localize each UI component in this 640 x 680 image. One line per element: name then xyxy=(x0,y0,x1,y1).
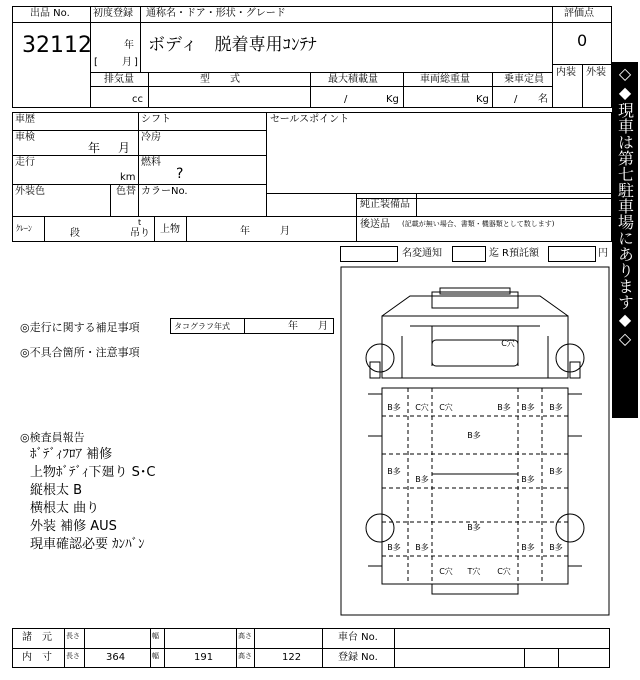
inspection-label: 車検 xyxy=(15,132,35,143)
divider xyxy=(492,72,493,108)
divider xyxy=(322,628,323,668)
diagram-mark: T穴 xyxy=(467,567,481,576)
divider xyxy=(148,72,149,108)
diagram-mark: C穴 xyxy=(415,403,429,412)
divider xyxy=(12,216,612,217)
name-change-label: 名変通知 xyxy=(402,248,442,259)
name-change-box xyxy=(452,246,486,262)
length-label: 長さ xyxy=(66,632,80,640)
tacho-year: 年 xyxy=(288,321,298,332)
divider xyxy=(394,628,395,668)
capacity-label: 乗車定員 xyxy=(504,74,544,85)
gross-weight-unit: Kg xyxy=(476,94,489,105)
divider xyxy=(310,72,311,108)
divider xyxy=(12,130,266,131)
sidebar-text: ◇◆現車は第七駐車場にあります◆◇ xyxy=(615,64,635,348)
diagram-mark: C穴 xyxy=(439,567,453,576)
diagram-mark: B多 xyxy=(415,475,429,484)
divider xyxy=(164,628,165,668)
divider xyxy=(244,318,245,334)
bracket-close: ] xyxy=(134,57,138,68)
capacity-unit: 名 xyxy=(538,94,548,105)
length-label: 長さ xyxy=(66,652,80,660)
diagram-mark: B多 xyxy=(467,431,481,440)
divider xyxy=(140,6,141,72)
notice-blank-box xyxy=(340,246,398,262)
r-deposit-label: R預託額 xyxy=(502,248,539,259)
divider xyxy=(236,628,237,668)
upper-month: 月 xyxy=(280,226,290,237)
divider xyxy=(12,648,610,649)
crane-stage: 段 xyxy=(70,228,80,239)
ac-label: 冷房 xyxy=(141,132,161,143)
yen-label: 円 xyxy=(598,248,608,259)
divider xyxy=(254,628,255,668)
diagram-mark: B多 xyxy=(521,543,535,552)
inspector-line: ﾎﾞﾃﾞｨﾌﾛｱ 補修 xyxy=(30,447,113,462)
diagram-mark: C穴 xyxy=(439,403,453,412)
capacity-slash: / xyxy=(514,94,518,105)
inspector-line: 横根太 曲り xyxy=(30,501,100,516)
divider xyxy=(12,22,90,23)
diagram-mark: B多 xyxy=(467,523,481,532)
max-load-slash: / xyxy=(344,94,348,105)
first-reg-label: 初度登録 xyxy=(93,8,133,19)
diagram-mark: B多 xyxy=(549,467,563,476)
divider xyxy=(524,648,525,668)
diagram-mark: C穴 xyxy=(497,567,511,576)
diagram-mark: B多 xyxy=(415,543,429,552)
name-value: ボディ 脱着専用ｺﾝﾃﾅ xyxy=(148,35,317,55)
diagram-mark: B多 xyxy=(549,403,563,412)
inspection-month: 月 xyxy=(118,141,131,155)
delivery-note: (記載が無い場合、書類・機器類として数します) xyxy=(402,220,555,228)
fuel-label: 燃料 xyxy=(141,157,161,168)
inspector-line: 縦根太 B xyxy=(30,483,83,498)
deadline-label: 迄 xyxy=(489,248,499,259)
diagram-mark: B多 xyxy=(521,403,535,412)
divider xyxy=(12,155,266,156)
divider xyxy=(558,648,559,668)
divider xyxy=(186,216,187,242)
tacho-label: タコグラフ年式 xyxy=(174,322,230,331)
truck-diagram xyxy=(340,266,610,616)
divider xyxy=(582,64,583,108)
inner-row-label: 内 寸 xyxy=(22,652,52,663)
lot-number: 32112 xyxy=(22,33,92,58)
upper-year: 年 xyxy=(240,226,250,237)
color-code-label: 色替 xyxy=(116,186,136,197)
inspection-year: 年 xyxy=(88,141,101,155)
width-label: 幅 xyxy=(152,632,159,640)
max-load-label: 最大積載量 xyxy=(328,74,378,85)
length-value: 364 xyxy=(106,652,126,663)
height-label: 高さ xyxy=(238,632,252,640)
mileage-label: 走行 xyxy=(15,157,35,168)
bracket-open: [ xyxy=(94,57,98,68)
delivery-label: 後送品 xyxy=(360,219,390,230)
exterior-label: 外装 xyxy=(586,67,606,78)
diagram-mark: B多 xyxy=(521,475,535,484)
divider xyxy=(84,628,85,668)
model-label: 型 式 xyxy=(200,74,240,85)
score-value: 0 xyxy=(577,31,588,50)
upper-label: 上物 xyxy=(160,224,180,235)
diagram-mark: C穴 xyxy=(501,339,515,348)
shift-label: シフト xyxy=(141,114,171,125)
fuel-value: ? xyxy=(176,166,184,182)
divider xyxy=(356,194,357,216)
ext-color-label: 外装色 xyxy=(15,186,45,197)
inspector-title: ◎検査員報告 xyxy=(20,431,85,444)
divider xyxy=(403,72,404,108)
tacho-month: 月 xyxy=(318,321,328,332)
divider xyxy=(150,628,151,668)
crane-ton: t xyxy=(138,218,142,227)
height-value: 122 xyxy=(282,652,302,663)
year-label: 年 xyxy=(124,40,134,51)
divider xyxy=(552,22,612,23)
divider xyxy=(90,72,91,108)
diagram-mark: B多 xyxy=(387,543,401,552)
color-no-label: カラーNo. xyxy=(141,186,188,197)
mileage-unit: km xyxy=(120,172,136,183)
max-load-unit: Kg xyxy=(386,94,399,105)
diagram-mark: B多 xyxy=(387,467,401,476)
divider xyxy=(90,86,552,87)
divider xyxy=(110,184,111,216)
diagram-mark: B多 xyxy=(497,403,511,412)
month-label: 月 xyxy=(122,57,132,68)
divider xyxy=(64,628,65,668)
height-label: 高さ xyxy=(238,652,252,660)
displacement-unit: cc xyxy=(132,94,143,105)
sidebar-notice xyxy=(612,62,638,418)
divider xyxy=(90,22,552,23)
width-label: 幅 xyxy=(152,652,159,660)
chassis-label: 車台 No. xyxy=(338,632,378,643)
name-label: 通称名・ドア・形状・グレード xyxy=(146,8,286,19)
crane-label: ｸﾚｰﾝ xyxy=(16,224,32,233)
driving-title: ◎走行に関する補足事項 xyxy=(20,321,140,334)
divider xyxy=(356,216,357,242)
sales-point-label: セールスポイント xyxy=(270,114,350,125)
inspector-line: 外装 補修 AUS xyxy=(30,519,117,534)
score-label: 評価点 xyxy=(564,8,594,19)
divider xyxy=(90,72,552,73)
reg-label: 登録 No. xyxy=(338,652,378,663)
diagram-mark: B多 xyxy=(387,403,401,412)
divider xyxy=(154,216,155,242)
gross-weight-label: 車両総重量 xyxy=(420,74,470,85)
r-deposit-box xyxy=(548,246,596,262)
inspector-line: 上物ﾎﾞﾃﾞｨ下廻り S･C xyxy=(30,465,156,480)
interior-label: 内装 xyxy=(556,67,576,78)
history-label: 車歴 xyxy=(15,114,35,125)
divider xyxy=(138,112,139,216)
divider xyxy=(416,194,417,216)
genuine-label: 純正装備品 xyxy=(360,199,410,210)
divider xyxy=(44,216,45,242)
crane-lift: 吊り xyxy=(130,228,150,239)
specs-row-label: 諸 元 xyxy=(22,632,52,643)
diagram-mark: B多 xyxy=(549,543,563,552)
divider xyxy=(12,184,266,185)
inspector-line: 現車確認必要 ｶﾝﾊﾞﾝ xyxy=(30,537,145,552)
width-value: 191 xyxy=(194,652,214,663)
defects-title: ◎不具合箇所・注意事項 xyxy=(20,346,140,359)
lot-label: 出品 No. xyxy=(30,8,70,19)
displacement-label: 排気量 xyxy=(104,74,134,85)
